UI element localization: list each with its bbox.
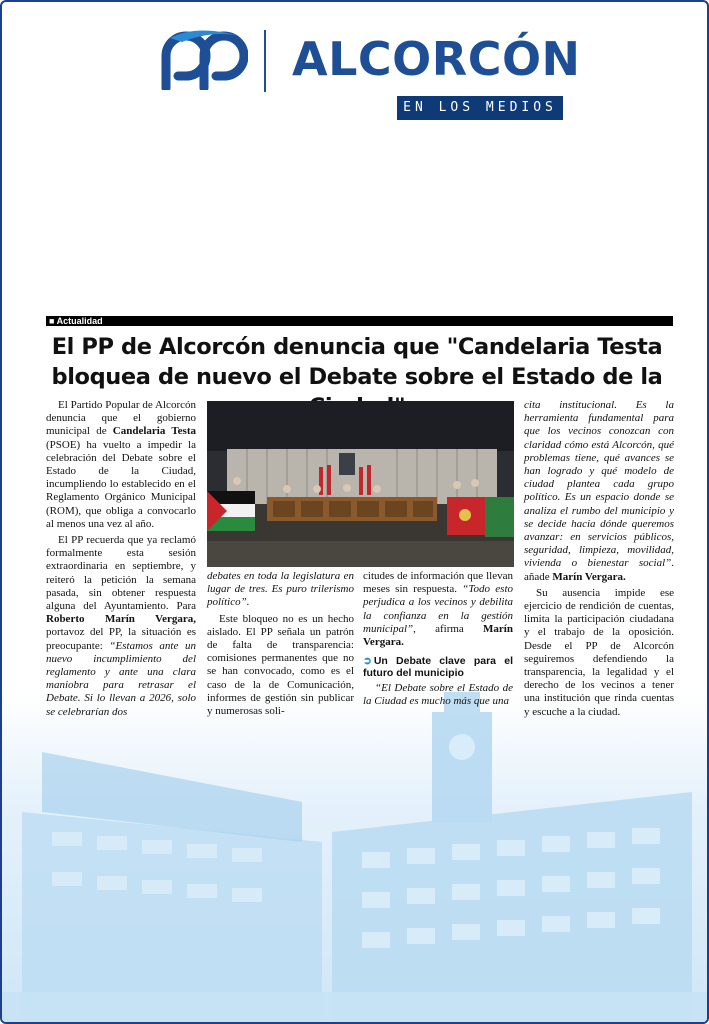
paragraph: Este bloqueo no es un hecho aislado. El PP señala un patrón de falta de transparencia: comisiones permanentes que no se han convocado, como es el caso de la de Comunicación, informes de gestión sin publicar y numerosas soli- xyxy=(207,612,354,718)
town-hall-background-image xyxy=(2,692,707,1022)
pp-logo-icon xyxy=(152,26,248,90)
logo-tagline: EN LOS MEDIOS xyxy=(397,96,563,120)
arrow-right-icon: ➲ xyxy=(363,655,372,668)
article-column-1 xyxy=(46,399,196,719)
article-column-4 xyxy=(524,399,674,719)
section-label: ■ Actualidad xyxy=(49,316,103,326)
paragraph: cita institucional. Es la herramienta fundamental para que los vecinos conozcan con claridad cómo está Alcorcón, qué problemas tiene, qué avances se han logrado y qué modelo de ciudad plantea cada grupo político. Es un espacio donde se analiza el rumbo del municipio y se decide hacia dónde queremos avanzar: en servicios públicos, seguridad, limpieza, movilidad, vivienda o bienestar social”. añade Marín Vergara. xyxy=(524,399,674,583)
article-headline: El PP de Alcorcón denuncia que "Candelaria Testa bloquea de nuevo el Debate sobre el Estado de la xyxy=(51,334,663,390)
paragraph: El PP recuerda que ya reclamó formalmente esta sesión extraordinaria en septiembre, y reiteró la petición la semana pasada, sin obtener respuesta alguna del Ayuntamiento. Para Roberto Marín Vergara, portavoz del PP, la situación es preocupante: “Estamos ante un nuevo incumplimiento del reglamento y ante una clara maniobra para retrasar el Debate. Si lo llevan a 2026, solo se celebrarían dos xyxy=(46,534,196,718)
council-chamber-photo xyxy=(207,401,514,567)
article-subheading: ➲ Un Debate clave para el futuro del municipio xyxy=(363,655,513,680)
paragraph: El Partido Popular de Alcorcón denuncia que el gobierno municipal de Candelaria Testa (PSOE) ha vuelto a impedir la celebración del Debate sobre el Estado de la Ciudad, incumpliendo lo establecido en el Reglamento Orgánico Municipal (ROM), que obliga a convocarlo al menos una vez al año. xyxy=(46,399,196,530)
paragraph: citudes de información que llevan meses sin respuesta. “Todo esto perjudica a los vecinos y debilita la confianza en la gestión municipal”, afirma Marín Vergara. xyxy=(363,570,513,649)
section-bar xyxy=(46,316,673,326)
logo-divider xyxy=(264,30,266,92)
article-column-3 xyxy=(363,570,513,709)
logo-city-name: ALCORCÓN xyxy=(292,32,581,86)
paragraph: “El Debate sobre el Estado de la Ciudad es mucho más que una xyxy=(363,682,513,708)
paragraph: debates en toda la legislatura en lugar de tres. Es puro trilerismo político”. xyxy=(207,570,354,609)
paragraph: Su ausencia impide ese ejercicio de rendición de cuentas, limita la participación ciudadana y el trabajo de la oposición. Desde el PP de Alcorcón seguiremos defendiendo la transparencia, la legalidad y el derecho de los vecinos a tener una institución que rinda cuentas y escuche a la ciudad. xyxy=(524,586,674,718)
article-column-2 xyxy=(207,570,354,718)
